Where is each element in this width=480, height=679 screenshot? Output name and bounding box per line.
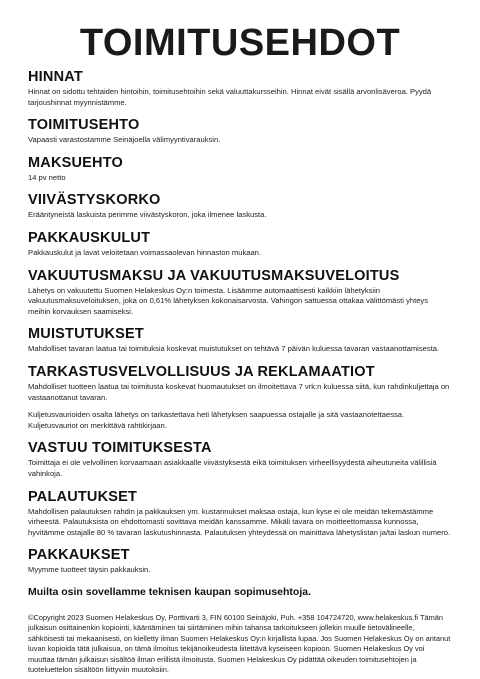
- section-text: Kuljetusvaurioiden osalta lähetys on tarkastettava heti lähetyksen saapuessa ostajalle ja sitä vastaanotettaessa. Kuljetusvauriot on merkittävä rahtikirjaan.: [28, 410, 405, 430]
- section-muistutukset: [28, 327, 452, 355]
- section-heading: HINNAT: [28, 69, 83, 85]
- section-vakuutusmaksu: [28, 269, 452, 318]
- section-heading: VIIVÄSTYSKORKO: [28, 192, 161, 209]
- section-text: Pakkauskulut ja lavat veloitetaan voimassaolevan hinnaston mukaan.: [28, 247, 262, 257]
- section-heading: PAKKAUSKULUT: [28, 229, 151, 246]
- section-heading: TARKASTUSVELVOLLISUUS JA REKLAMAATIOT: [28, 363, 375, 380]
- section-heading: MUISTUTUKSET: [28, 326, 144, 343]
- section-palautukset: [28, 490, 452, 539]
- section-text: Mahdolliset tuotteen laatua tai toimitusta koskevat huomautukset on ilmoitettava 7 vrk:n kuluessa siitä, kun rahdinkuljettaja on vastaanottanut tavaran.: [28, 381, 450, 402]
- section-heading: VASTUU TOIMITUKSESTA: [28, 440, 212, 457]
- section-text: Lähetys on vakuutettu Suomen Helakeskus Oy:n toimesta. Lisäämme automaattisesti kaikkiin lähetyksiin vakuutusmaksuveloituksen, joka on 0,61% lähetyksen kokonaisarvosta. Vahingon sattuessa ottakaa välittömästi yhteys meihin korvauksen saamiseksi.: [28, 285, 429, 316]
- closing-statement: Muilta osin sovellamme teknisen kaupan sopimusehtoja.: [28, 585, 311, 598]
- section-text: Myymme tuotteet täysin pakkauksin.: [28, 565, 151, 575]
- section-pakkaukset: [28, 548, 452, 576]
- section-pakkauskulut: [28, 231, 452, 259]
- section-heading: PALAUTUKSET: [28, 488, 138, 505]
- section-vastuu-toimituksesta: [28, 441, 452, 479]
- section-heading: TOIMITUSEHTO: [28, 117, 140, 134]
- section-text: Hinnat on sidottu tehtaiden hintoihin, toimitusehtoihin sekä valuuttakursseihin. Hinnat eivät sisällä arvonlisäveroa. Pyydä tarjoushinnat myynnistämme.: [28, 87, 432, 107]
- section-viivastyskorko: [28, 193, 452, 221]
- section-text: Mahdolliset tavaran laatua tai toimituksia koskevat muistutukset on tehtävä 7 päivän kuluessa tavaran vastaanottamisesta.: [28, 344, 440, 354]
- section-heading: MAKSUEHTO: [28, 154, 123, 171]
- section-tarkastusvelvollisuus: [28, 365, 452, 431]
- section-toimitusehto: [28, 118, 452, 146]
- section-hinnat: [28, 70, 452, 108]
- section-heading: PAKKAUKSET: [28, 547, 130, 564]
- section-heading: VAKUUTUSMAKSU JA VAKUUTUSMAKSUVELOITUS: [28, 267, 400, 284]
- section-text: Erääntyneistä laskuista perimme viivästyskoron, joka ilmenee laskusta.: [28, 210, 267, 220]
- page-title: TOIMITUSEHDOT: [79, 22, 401, 64]
- copyright-notice: ©Copyright 2023 Suomen Helakeskus Oy, Porttivarti 3, FIN 60100 Seinäjoki, Puh. +358 104724720, www.helakeskus.fi Tämän julkaisun osittainenkin kopiointi, kääntäminen tai siirtäminen mihin tahansa tarkoitukseen jollekin muulle tietovälineelle, sähköisesti tai mekaanisesti, on kielletty ilman Suomen Helakeskus Oy:n kirjallista lupaa. Jos Suomen Helakeskus Oy on antanut luvan kopioida tätä julkaisua, on tämä ilmoitus tekijänoikeudesta liitettävä kyseiseen kopioon. Suomen Helakeskus Oy voi muuttaa tämän julkaisun sisältöä ilman erillistä ilmoitusta. Suomen Helakeskus Oy pidättää oikeuden toimitusehtojen ja tuoteluettelon sisältöön liittyviin muutoksiin.: [28, 612, 451, 675]
- section-text: 14 pv netto: [28, 172, 66, 182]
- section-text: Toimittaja ei ole velvollinen korvaamaan asiakkaalle viivästyksestä eikä toimituksen virheellisyydestä aiheutuneita välillisiä vahinkoja.: [28, 458, 437, 478]
- section-text: Mahdollisen palautuksen rahdin ja pakkauksen ym. kustannukset maksaa ostaja, kun kyse ei ole meidän tekemästämme virheestä. Palautuksista on ehdottomasti sovittava meidän kanssamme. Mikäli tavara on moitteettomassa kunnossa, hyvitämme ostajalle 80 % tavaran laskutushinnasta. Palautuksen yhteydessä on mainittava lähetyslistan ja/tai laskun numero.: [28, 506, 451, 537]
- section-text: Vapaasti varastostamme Seinäjoella välimyyntivarauksin.: [28, 135, 221, 145]
- section-maksuehto: [28, 156, 452, 184]
